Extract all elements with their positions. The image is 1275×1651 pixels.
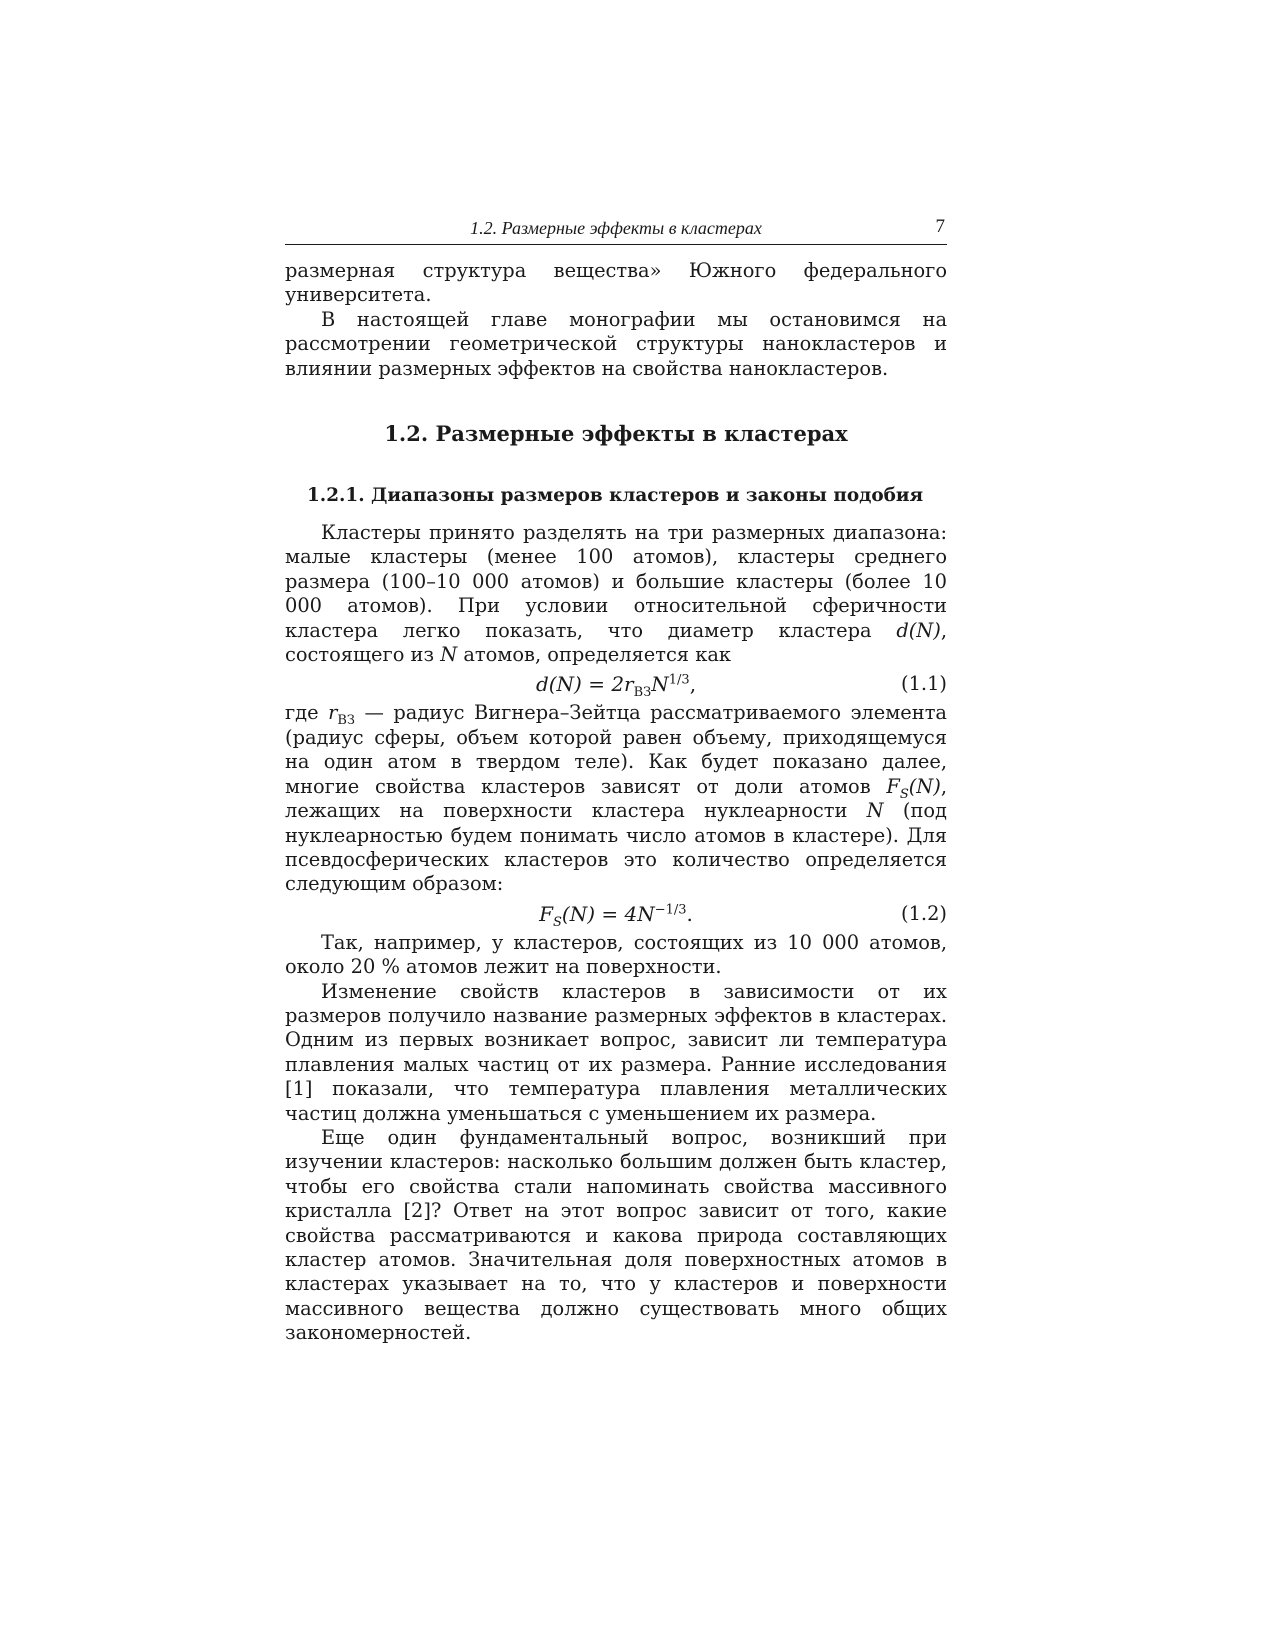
equation-1-1-formula: $d(N) = 2r_{ВЗ}N^{1/3}$, bbox=[535, 672, 697, 701]
body-paragraph-4: Изменение свойств кластеров в зависимости от их размеров получило название размерных эффектов в кластерах. Одним из первых возникает вопрос, зависит ли температура плавления малых частиц от их размера. Ранние исследования [1] показали, что температура плавления металлических частиц должна уменьшаться с уменьшением их размера. bbox=[285, 979, 947, 1125]
intro-paragraph-2: В настоящей главе монографии мы остановимся на рассмотрении геометрической структуры нанокластеров и влиянии размерных эффектов на свойства нанокластеров. bbox=[285, 307, 947, 380]
equation-1-2 bbox=[285, 899, 947, 929]
equation-1-1 bbox=[285, 669, 947, 699]
running-title: 1.2. Размерные эффекты в кластерах bbox=[470, 218, 762, 238]
running-head bbox=[285, 216, 947, 245]
body-paragraph-3: Так, например, у кластеров, состоящих из 10 000 атомов, около 20 % атомов лежит на поверхности. bbox=[285, 930, 947, 979]
book-page bbox=[285, 216, 947, 1346]
equation-number-1-1: (1.1) bbox=[901, 672, 947, 696]
math-dN: d(N) bbox=[896, 618, 941, 642]
body-paragraph-2: где $r_{ВЗ}$ — радиус Вигнера–Зейтца рассматриваемого элемента (радиус сферы, объем которой равен объему, приходящемуся на один атом в твердом теле). Как будет показано далее, многие свойства кластеров зависят от доли атомов $F_S(N)$, лежащих на поверхности кластера нуклеарности N (под нуклеарностью будем понимать число атомов в кластере). Для псевдосферических кластеров это количество определяется следующим образом: bbox=[285, 701, 947, 896]
section-title: 1.2. Размерные эффекты в кластерах bbox=[384, 421, 848, 447]
body-paragraph-1: Кластеры принято разделять на три размерных диапазона: малые кластеры (менее 100 атомов), кластеры среднего размера (100–10 000 атомов) и большие кластеры (более 10 000 атомов). При условии относительной сферичности кластера легко показать, что диаметр кластера d(N), состоящего из N атомов, определяется как bbox=[285, 521, 947, 667]
equation-1-2-formula: $F_S(N) = 4N^{-1/3}$. bbox=[539, 901, 693, 930]
body-paragraph-5: Еще один фундаментальный вопрос, возникший при изучении кластеров: насколько большим должен быть кластер, чтобы его свойства стали напоминать свойства массивного кристалла [2]? Ответ на этот вопрос зависит от того, какие свойства рассматриваются и какова природа составляющих кластер атомов. Значительная доля поверхностных атомов в кластерах указывает на то, что у кластеров и поверхности массивного вещества должно существовать много общих закономерностей. bbox=[285, 1125, 947, 1345]
equation-number-1-2: (1.2) bbox=[901, 901, 947, 925]
page-number: 7 bbox=[935, 216, 945, 237]
subsection-title: 1.2.1. Диапазоны размеров кластеров и законы подобия bbox=[307, 485, 924, 507]
intro-paragraph-1: размерная структура вещества» Южного федерального университета. bbox=[285, 259, 947, 307]
math-N: N bbox=[440, 643, 458, 667]
